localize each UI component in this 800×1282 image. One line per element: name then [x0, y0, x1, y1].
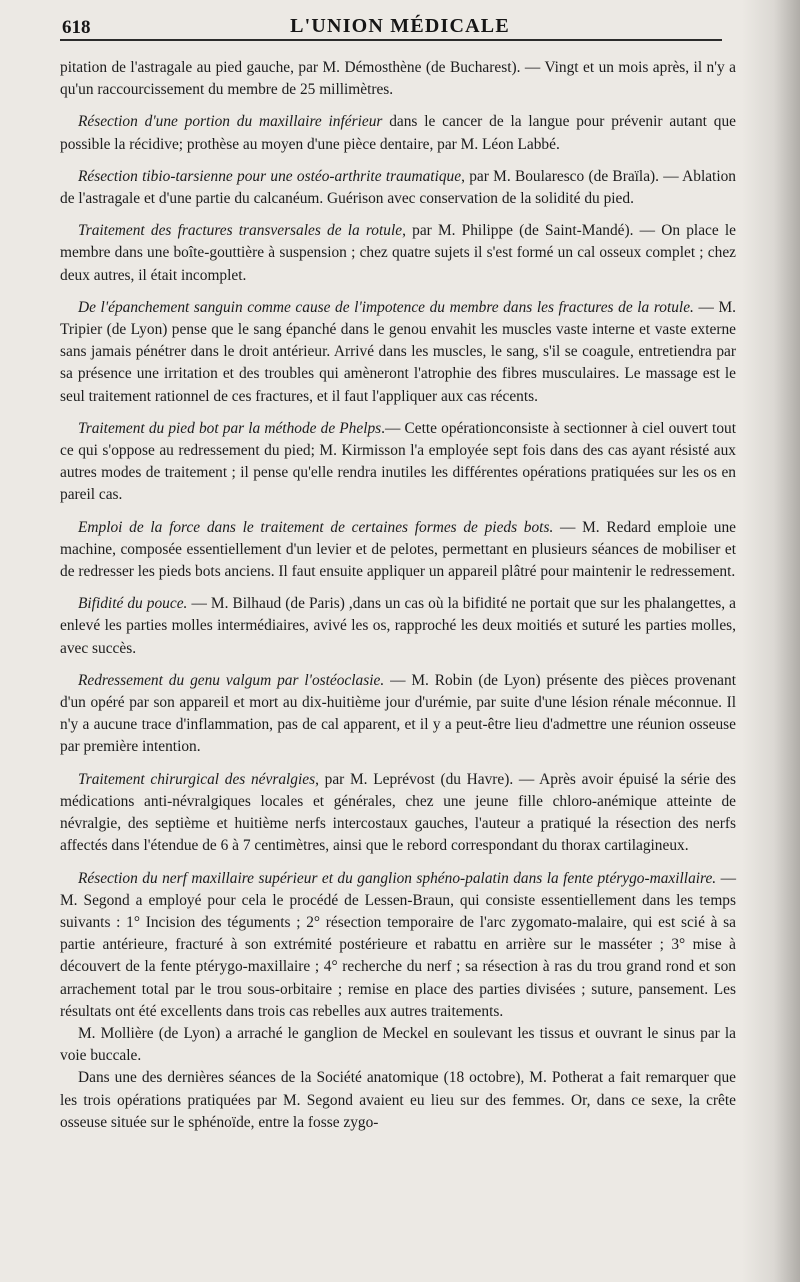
paragraph-text: — M. Robin (de Lyon) présente des pièces provenant d'un opéré par son appareil et mort au dix-huitième jour d'urémie, par suite d'une lésion rénale méconnue. Il n'y a aucune trace d'inflammation, pas de cal apparent, et il y a peut-être lieu d'admettre une réunion osseuse par première intention.	[60, 671, 736, 756]
paragraph-heading: Traitement des fractures transversales de la rotule	[78, 222, 403, 240]
paragraph	[60, 111, 736, 155]
paragraph-text: dans le cancer de la langue pour prévenir autant que possible la récidive; prothèse au moyen d'une pièce dentaire, par M. Léon Labbé.	[60, 113, 736, 153]
paragraph-heading: Traitement du pied bot par la méthode de Phelps	[78, 419, 382, 437]
paragraph	[60, 868, 736, 1023]
paragraph	[60, 57, 736, 101]
paragraph	[60, 1023, 736, 1067]
paragraph-heading: Redressement du genu valgum par l'ostéoclasie.	[78, 671, 385, 689]
paragraph-text: , par M. Philippe (de Saint-Mandé). — On place le membre dans une boîte-gouttière à suspension ; chez quatre sujets il s'est formé un cal osseux complet ; chez deux autres, il était incomplet.	[60, 222, 736, 284]
paragraph-text: , par M. Leprévost (du Havre). — Après avoir épuisé la série des médications anti-névralgiques locales et générales, chez une jeune fille chloro-anémique atteinte de névralgie, des septième et huitième nerfs intercostaux gauches, l'auteur a pratiqué la résection des nerfs affectés dans l'étendue de 6 à 7 centimètres, ainsi que le rebord correspondant du thorax cartilagineux.	[60, 770, 736, 855]
paragraph-text: — M. Bilhaud (de Paris) ,dans un cas où la bifidité ne portait que sur les phalangettes, a enlevé les parties molles intermédiaires, avivé les os, rapproché les deux moitiés et suturé les parties molles, avec succès.	[60, 595, 736, 657]
paragraph-heading: Traitement chirurgical des névralgies	[78, 770, 316, 788]
paragraph	[60, 670, 736, 759]
paragraph-heading: Bifidité du pouce.	[78, 595, 188, 613]
paragraph-text: — M. Tripier (de Lyon) pense que le sang épanché dans le genou envahit les muscles vaste interne et vaste externe sans jamais pénétrer dans le droit antérieur. Arrivé dans les muscles, le sang, s'il se coagule, entretiendra par sa présence une irritation et des troubles qui amèneront l'atrophie des fibres musculaires. Le massage est le seul traitement rationnel de ces fractures, et il faut l'appliquer aux cas récents.	[60, 298, 737, 405]
page-number: 618	[62, 17, 91, 38]
paragraph-text: M. Mollière (de Lyon) a arraché le ganglion de Meckel en soulevant les tissus et ouvrant le sinus par la voie buccale.	[60, 1024, 736, 1065]
paragraph-heading: De l'épanchement sanguin comme cause de l'impotence du membre dans les fractures de la rotule.	[78, 298, 694, 316]
paragraph-text: — M. Segond a employé pour cela le procédé de Lessen-Braun, qui consiste essentiellement dans les temps suivants : 1° Incision des téguments ; 2° résection temporaire de l'arc zygomato-malaire, qui est scié à sa partie antérieure, fracturé à son extrémité postérieure et rabattu en arrière sur le masséter ; 3° mise à découvert de la fente ptérygo-maxillaire ; 4° recherche du nerf ; sa résection à ras du trou grand rond et son arrachement total par le trou sous-orbitaire ; remise en place des parties divisées ; suture, pansement. Les résultats ont été excellents dans trois cas rebelles aux autres traitements.	[60, 869, 736, 1020]
header-rule	[60, 39, 722, 41]
paragraph	[60, 220, 736, 287]
running-title: L'UNION MÉDICALE	[290, 15, 510, 37]
paragraph-heading: Résection d'une portion du maxillaire inférieur	[78, 113, 383, 131]
paragraph	[60, 418, 736, 507]
article-body	[60, 57, 736, 1134]
paragraph	[60, 517, 736, 584]
page-edge-shadow	[742, 0, 800, 1282]
paragraph-heading: Emploi de la force dans le traitement de certaines formes de pieds bots.	[78, 518, 554, 536]
paragraph	[60, 769, 736, 858]
paragraph	[60, 1067, 736, 1134]
paragraph-text: pitation de l'astragale au pied gauche, par M. Démosthène (de Bucharest). — Vingt et un mois après, il n'y a qu'un raccourcissement du membre de 25 millimètres.	[60, 59, 736, 99]
paragraph-text: , par M. Boularesco (de Braïla). — Ablation de l'astragale et d'une partie du calcanéum. Guérison avec conservation de la solidité du pied.	[60, 167, 736, 208]
paragraph-text: Dans une des dernières séances de la Société anatomique (18 octobre), M. Potherat a fait remarquer que les trois opérations pratiquées par M. Segond avaient eu lieu sur des femmes. Or, dans ce sexe, la crête osseuse située sur le sphénoïde, entre la fosse zygo-	[60, 1069, 736, 1131]
paragraph	[60, 593, 736, 660]
paragraph-text: — M. Redard emploie une machine, composée essentiellement d'un levier et de pelotes, permettant en plusieurs séances de mobiliser et de redresser les pieds bots anciens. Il faut ensuite appliquer un appareil plâtré pour maintenir le redressement.	[60, 518, 736, 581]
paragraph	[60, 166, 736, 210]
paragraph-heading: Résection du nerf maxillaire supérieur et du ganglion sphéno-palatin dans la fente ptérygo-maxillaire.	[78, 869, 717, 887]
paragraph	[60, 297, 736, 408]
paragraph-text: .— Cette opérationconsiste à sectionner à ciel ouvert tout ce qui s'oppose au redressement du pied; M. Kirmisson l'a employée sept fois dans des cas ayant résisté aux autres modes de traitement ; il pense qu'elle rendra inutiles les différentes opérations pratiquées sur les os en pareil cas.	[60, 419, 736, 504]
page-header	[62, 13, 738, 47]
paragraph-heading: Résection tibio-tarsienne pour une ostéo-arthrite traumatique	[78, 167, 462, 185]
